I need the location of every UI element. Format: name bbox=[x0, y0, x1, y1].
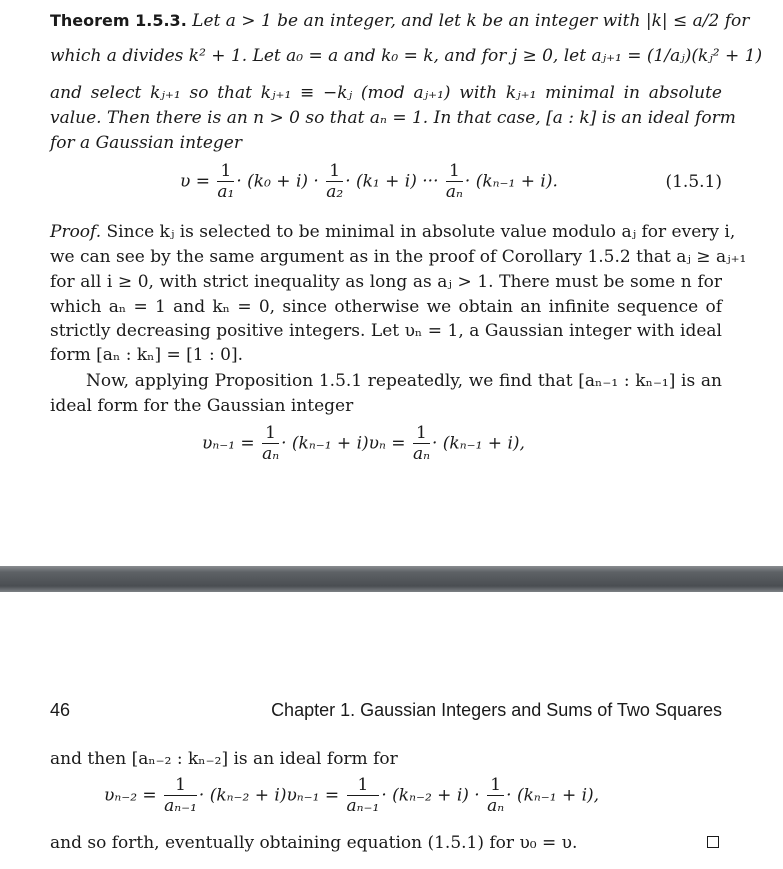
qed-square-icon bbox=[707, 836, 719, 848]
theorem-line-4: value. Then there is an n > 0 so that aₙ = 1. In that case, [a : k] is an ideal form bbox=[50, 108, 736, 128]
equation-1-5-1 bbox=[50, 162, 722, 206]
fraction: $\frac{1}{\text{aₙ}}$ bbox=[262, 423, 280, 464]
equation-v-n-minus-1 bbox=[50, 424, 722, 468]
proof-line-8: ideal form for the Gaussian integer bbox=[50, 396, 354, 416]
proof-line-2: we can see by the same argument as in the proof of Corollary 1.5.2 that aⱼ ≥ aⱼ₊₁ bbox=[50, 247, 747, 267]
equation-number: (1.5.1) bbox=[665, 172, 722, 192]
theorem-line-2: which a divides k² + 1. Let a₀ = a and k₀ = k, and for j ≥ 0, let aⱼ₊₁ = (1/aⱼ)(kⱼ² + 1) bbox=[50, 46, 763, 66]
proof-label: Proof. bbox=[50, 222, 102, 242]
fraction: $\frac{1}{\text{aₙ₋₁}}$ bbox=[164, 775, 197, 816]
proof-line-3: for all i ≥ 0, with strict inequality as long as aⱼ > 1. There must be some n for bbox=[50, 272, 722, 292]
proof-line-5: strictly decreasing positive integers. Let υₙ = 1, a Gaussian integer with ideal bbox=[50, 321, 722, 341]
fraction: $\frac{1}{\text{aₙ}}$ bbox=[487, 775, 505, 816]
page-number: 46 bbox=[50, 700, 71, 720]
fraction: $\frac{1}{\text{aₙ}}$ bbox=[445, 161, 463, 202]
fraction: $\frac{1}{\text{aₙ₋₁}}$ bbox=[346, 775, 380, 816]
page-separator bbox=[0, 566, 783, 592]
continuation-line-1: and then [aₙ₋₂ : kₙ₋₂] is an ideal form for bbox=[50, 749, 398, 769]
fraction: $\frac{1}{\text{aₙ}}$ bbox=[412, 423, 430, 464]
proof-line-6: form [aₙ : kₙ] = [1 : 0]. bbox=[50, 345, 244, 365]
equation-v-n-minus-2 bbox=[50, 776, 722, 820]
continuation-line-2: and so forth, eventually obtaining equation (1.5.1) for υ₀ = υ. bbox=[50, 833, 578, 853]
theorem-line-5: for a Gaussian integer bbox=[50, 133, 242, 153]
equation-body: υₙ₋₂ = $\frac{1}{\text{aₙ₋₁}}$ · (kₙ₋₂ + i)υₙ₋₁ = $\frac{1}{\text{aₙ₋₁}}$ · (kₙ₋₂ + i) · $\frac{1}{\text{aₙ}}$ · (kₙ₋₁ + i), bbox=[104, 775, 600, 816]
theorem-label: Theorem 1.5.3. bbox=[50, 11, 187, 30]
proof-line-1: Proof. Since kⱼ is selected to be minimal in absolute value modulo aⱼ for every i, bbox=[50, 222, 736, 242]
chapter-title: Chapter 1. Gaussian Integers and Sums of Two Squares bbox=[271, 700, 722, 720]
equation-body: υₙ₋₁ = $\frac{1}{\text{aₙ}}$ · (kₙ₋₁ + i)υₙ = $\frac{1}{\text{aₙ}}$ · (kₙ₋₁ + i), bbox=[202, 423, 525, 464]
page-bottom bbox=[0, 592, 783, 869]
equation-body: υ = $\frac{1}{\text{a₁}}$ · (k₀ + i) · $\frac{1}{\text{a₂}}$ · (k₁ + i) ··· $\frac{1}{\text{aₙ}}$ · (kₙ₋₁ + i). bbox=[180, 161, 558, 202]
proof-line-4: which aₙ = 1 and kₙ = 0, since otherwise we obtain an infinite sequence of bbox=[50, 297, 722, 317]
fraction: $\frac{1}{\text{a₁}}$ bbox=[217, 161, 235, 202]
fraction: $\frac{1}{\text{a₂}}$ bbox=[326, 161, 344, 202]
proof-line-7: Now, applying Proposition 1.5.1 repeatedly, we find that [aₙ₋₁ : kₙ₋₁] is an bbox=[86, 371, 722, 391]
theorem-line-3: and select kⱼ₊₁ so that kⱼ₊₁ ≡ −kⱼ (mod aⱼ₊₁) with kⱼ₊₁ minimal in absolute bbox=[50, 83, 722, 103]
theorem-line-1: Theorem 1.5.3. Let a > 1 be an integer, and let k be an integer with |k| ≤ a/2 for bbox=[50, 11, 750, 31]
